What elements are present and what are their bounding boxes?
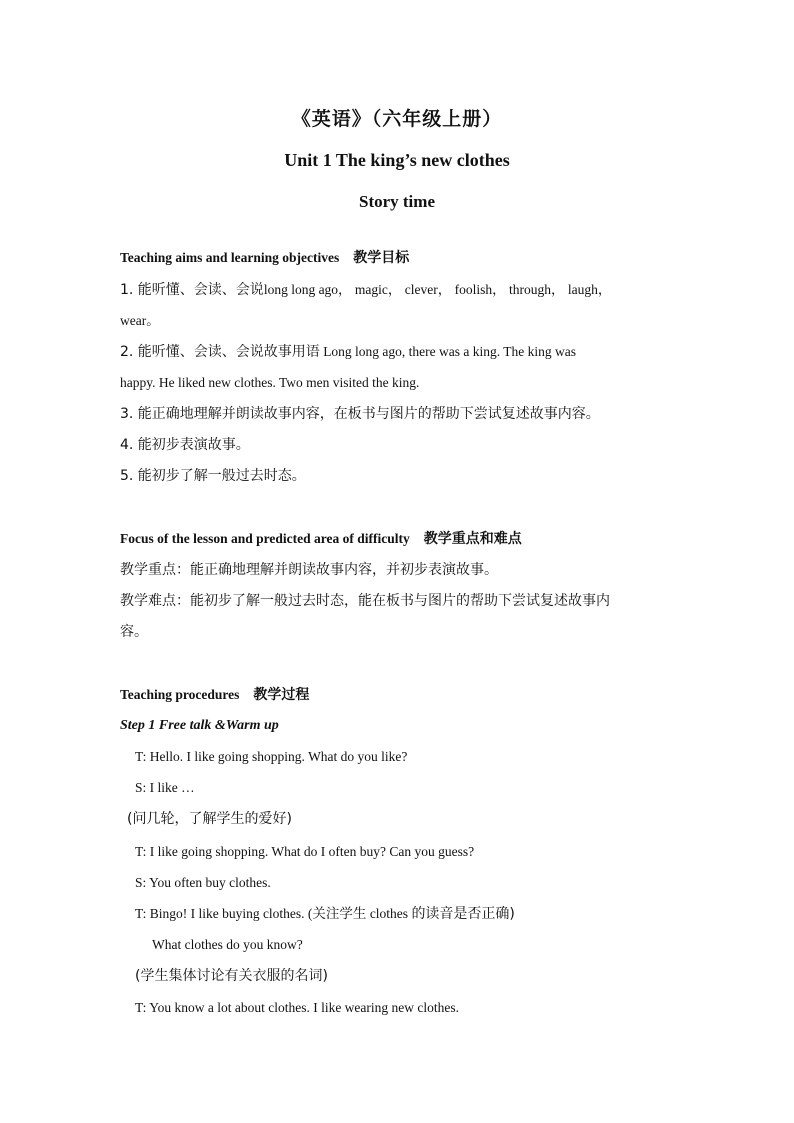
dialogue-line-1: T: Hello. I like going shopping. What do you like? — [135, 749, 408, 764]
aims-heading — [120, 248, 680, 268]
aims-item-1-cn: 1. 能听懂、会读、会说 — [120, 282, 264, 298]
aims-item-2 — [120, 342, 680, 362]
aims-item-1 — [120, 280, 680, 300]
aims-item-4: 4. 能初步表演故事。 — [120, 437, 250, 453]
dialogue-line-5-a: T: Bingo! I like buying clothes. (关注学生 — [135, 906, 367, 921]
aims-heading-cn: 教学目标 — [353, 250, 410, 266]
focus-key-point: 教学重点：能正确地理解并朗读故事内容，并初步表演故事。 — [120, 562, 498, 578]
aims-item-2-phrases-cont: happy. He liked new clothes. Two men visited the king. — [120, 375, 420, 390]
unit-title: Unit 1 The king’s new clothes — [284, 150, 510, 170]
step-1-heading: Step 1 Free talk &Warm up — [120, 718, 279, 733]
focus-heading-en: Focus of the lesson and predicted area of difficulty — [120, 531, 410, 546]
focus-heading-cn: 教学重点和难点 — [423, 531, 522, 547]
dialogue-line-3: T: I like going shopping. What do I often buy? Can you guess? — [135, 844, 475, 859]
procedures-heading — [120, 685, 680, 705]
dialogue-line-5-b: clothes — [366, 906, 412, 921]
dialogue-line-5-c: 的读音是否正确) — [411, 906, 515, 922]
procedures-heading-en: Teaching procedures — [120, 687, 240, 702]
aims-item-1-wear: wear。 — [120, 313, 160, 328]
dialogue-line-7: T: You know a lot about clothes. I like wearing new clothes. — [135, 1000, 460, 1015]
section-title: Story time — [358, 192, 435, 211]
aims-item-5: 5. 能初步了解一般过去时态。 — [120, 468, 306, 484]
aims-item-2-cont — [120, 373, 680, 393]
teacher-note-2: (学生集体讨论有关衣服的名词) — [135, 968, 328, 984]
dialogue-line-4: S: You often buy clothes. — [135, 875, 271, 890]
teacher-note-1: (问几轮，了解学生的爱好) — [127, 811, 292, 827]
dialogue-line-2: S: I like … — [135, 780, 195, 795]
aims-item-2-cn: 2. 能听懂、会读、会说故事用语 — [120, 344, 320, 360]
aims-item-1-words: long long ago， magic， clever， foolish， through， laugh， — [263, 282, 612, 297]
dialogue-line-5 — [135, 904, 695, 924]
procedures-heading-cn: 教学过程 — [253, 687, 310, 703]
book-title: 《英语》（六年级上册） — [291, 108, 503, 130]
aims-item-1-cont — [120, 311, 680, 331]
focus-heading — [120, 529, 680, 549]
focus-difficult-point: 教学难点：能初步了解一般过去时态，能在板书与图片的帮助下尝试复述故事内 — [120, 593, 610, 609]
aims-item-3: 3. 能正确地理解并朗读故事内容，在板书与图片的帮助下尝试复述故事内容。 — [120, 406, 600, 422]
focus-difficult-point-cont: 容。 — [120, 624, 148, 640]
aims-item-2-phrases: Long long ago, there was a king. The king was — [323, 344, 577, 359]
dialogue-line-6: What clothes do you know? — [152, 937, 303, 952]
aims-heading-en: Teaching aims and learning objectives — [120, 250, 340, 265]
